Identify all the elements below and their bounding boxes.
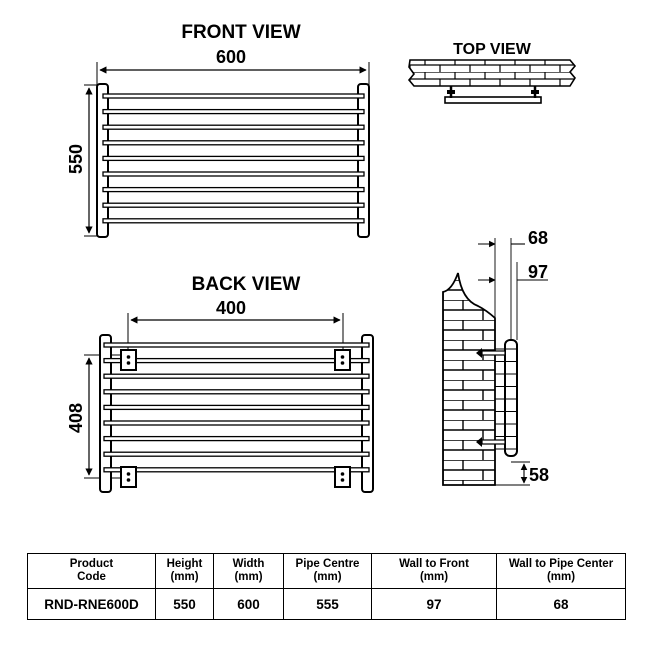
front-bar [103,172,364,176]
front-bar [103,156,364,160]
side-view-wall [443,273,495,485]
bracket-top-right [335,350,350,370]
back-bar [104,343,369,347]
front-bar [103,94,364,98]
top-view [409,41,575,103]
top-view-bracket-right-foot [531,90,539,94]
side-view [443,228,549,485]
back-height-label: 408 [66,402,86,434]
cell-wall-to-front: 97 [372,589,497,620]
spec-table [27,553,626,620]
cell-width: 600 [214,589,284,620]
header-height: Height (mm) [156,554,214,589]
cell-wall-to-pipe-center: 68 [497,589,626,620]
back-bar [104,437,369,441]
header-width: Width (mm) [214,554,284,589]
back-view-title: BACK VIEW [191,274,301,295]
front-bar [103,125,364,129]
front-bars [103,94,364,223]
back-view [66,274,373,492]
bracket-top-left [121,350,136,370]
front-width-label: 600 [215,47,247,67]
wall-to-front-label: 97 [528,262,549,282]
back-bar [104,468,369,472]
header-wall-to-pipe-center: Wall to Pipe Center (mm) [497,554,626,589]
top-view-title: TOP VIEW [453,41,531,58]
back-bar [104,359,369,363]
bottom-label: 58 [529,465,550,485]
bracket-bottom-left [121,467,136,487]
front-bar [103,219,364,223]
cell-pipe-centre: 555 [284,589,372,620]
back-width-label: 400 [215,298,247,318]
front-view-title: FRONT VIEW [181,22,301,43]
back-bar [104,405,369,409]
front-height-label: 550 [66,143,86,175]
back-bar [104,421,369,425]
table-header-row [28,554,626,589]
bracket-bottom-right [335,467,350,487]
side-view-radiator [505,340,517,456]
back-bar [104,374,369,378]
front-bar [103,188,364,192]
table-row [28,589,626,620]
header-wall-to-front: Wall to Front (mm) [372,554,497,589]
wall-to-pipe-label: 68 [528,228,549,248]
front-bar [103,110,364,114]
top-view-radiator [445,97,541,103]
header-pipe-centre: Pipe Centre (mm) [284,554,372,589]
top-view-wall [409,60,575,86]
back-bar [104,452,369,456]
front-bar [103,203,364,207]
front-view [66,22,369,237]
front-bar [103,141,364,145]
cell-product-code: RND-RNE600D [28,589,156,620]
top-view-bracket-left-foot [447,90,455,94]
header-product-code: Product Code [28,554,156,589]
back-bars [104,343,369,472]
cell-height: 550 [156,589,214,620]
back-bar [104,390,369,394]
